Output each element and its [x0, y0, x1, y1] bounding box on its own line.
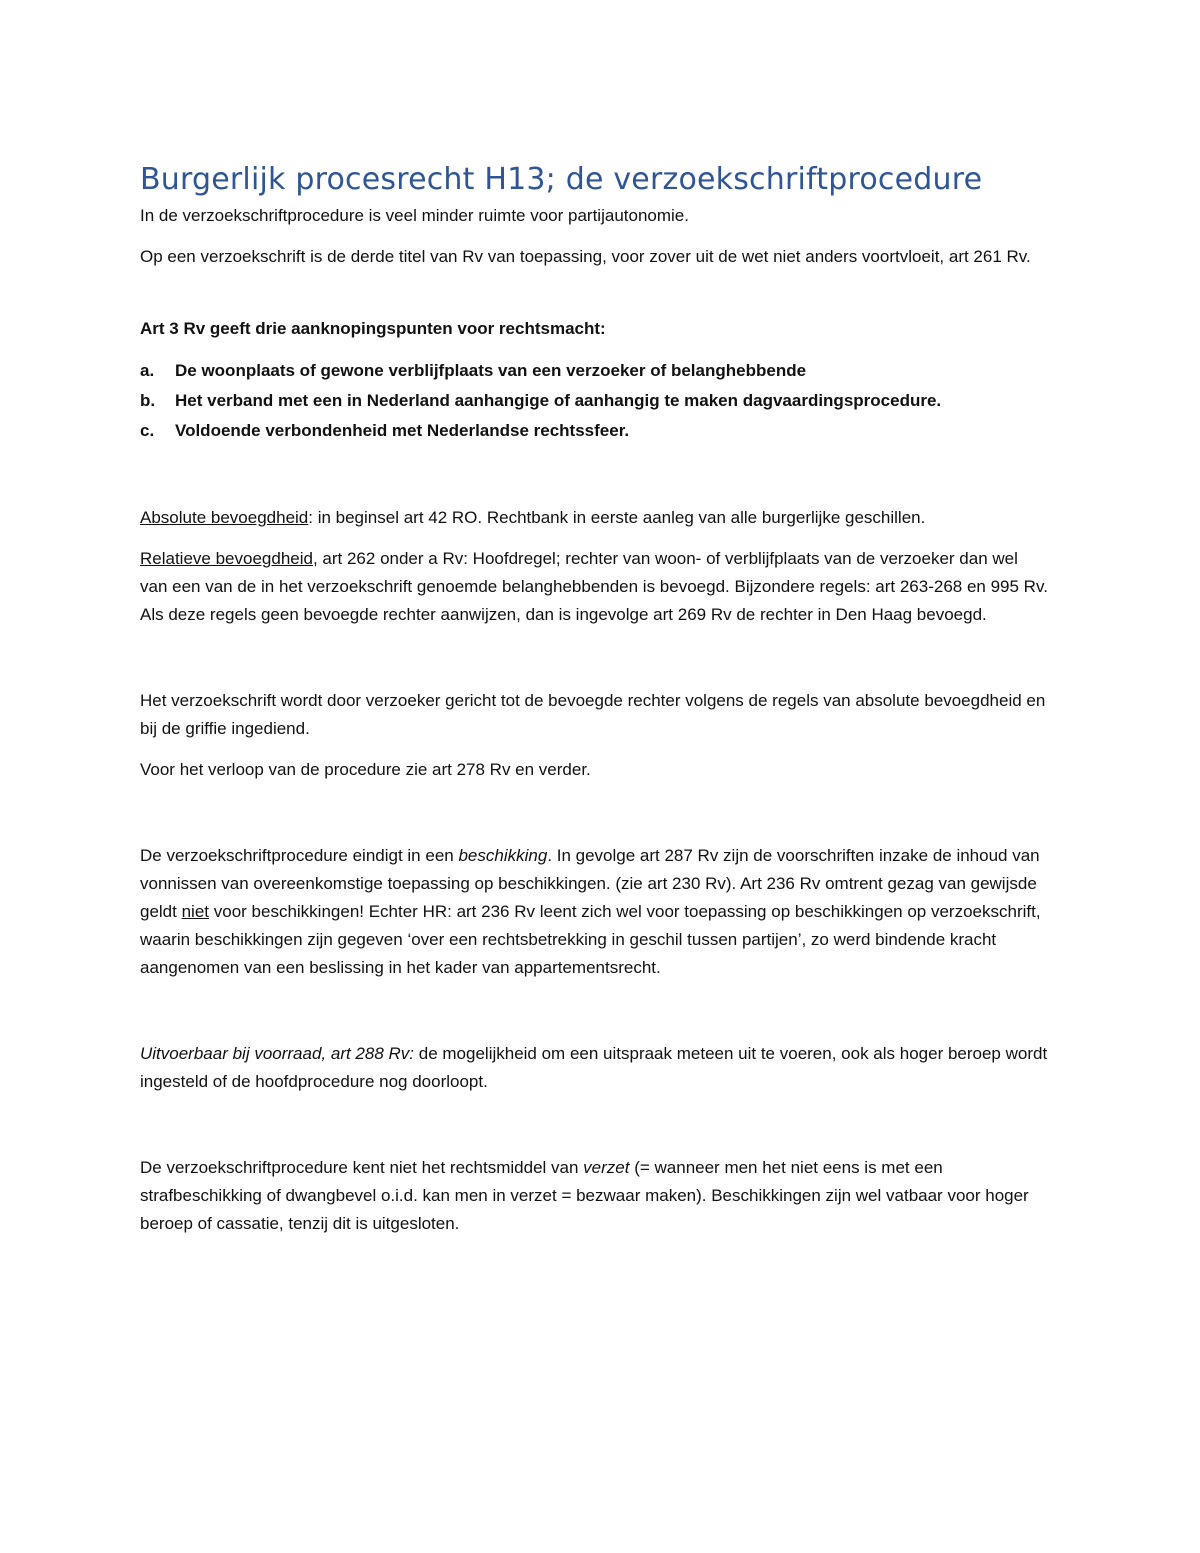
verzet-paragraph [140, 1154, 1050, 1238]
rechtsmacht-list [140, 356, 1050, 446]
verloop-paragraph: Voor het verloop van de procedure zie art 278 Rv en verder. [140, 760, 591, 779]
intro-paragraph: In de verzoekschriftprocedure is veel minder ruimte voor partijautonomie. [140, 206, 689, 225]
list-item [140, 356, 1050, 386]
beschikking-underline: niet [181, 902, 210, 921]
absolute-bevoegdheid-paragraph [140, 504, 1050, 532]
list-item-text: Het verband met een in Nederland aanhangige of aanhangig te maken dagvaardingsprocedure. [175, 391, 942, 410]
list-marker: b. [140, 391, 156, 410]
relatieve-bevoegdheid-paragraph [140, 545, 1050, 629]
verzet-text-1: De verzoekschriftprocedure kent niet het rechtsmiddel van [140, 1158, 584, 1177]
rechtsmacht-heading: Art 3 Rv geeft drie aanknopingspunten voor rechtsmacht: [140, 319, 606, 338]
beschikking-text-2: . In gevolge art 287 Rv zijn de voorschriften inzake de inhoud van vonnissen van overeenkomstige toepassing op beschikkingen. (zie art 230 Rv). Art 236 Rv omtrent gezag van gewijsde geldt [140, 846, 1040, 921]
relatieve-bevoegdheid-label: Relatieve bevoegdheid [140, 549, 313, 568]
toepassing-paragraph: Op een verzoekschrift is de derde titel van Rv van toepassing, voor zover uit de wet niet anders voortvloeit, art 261 Rv. [140, 247, 1031, 266]
absolute-bevoegdheid-text: : in beginsel art 42 RO. Rechtbank in eerste aanleg van alle burgerlijke geschillen. [308, 508, 926, 527]
indienen-paragraph: Het verzoekschrift wordt door verzoeker gericht tot de bevoegde rechter volgens de regels van absolute bevoegdheid en bij de griffie ingediend. [140, 691, 1046, 738]
voorraad-text: de mogelijkheid om een uitspraak meteen uit te voeren, ook als hoger beroep wordt ingesteld of de hoofdprocedure nog doorloopt. [140, 1044, 1048, 1091]
verzet-text-2: (= wanneer men het niet eens is met een strafbeschikking of dwangbevel o.i.d. kan men in verzet = bezwaar maken). Beschikkingen zijn wel vatbaar voor hoger beroep of cassatie, tenzij dit is uitgesloten. [140, 1158, 1029, 1233]
beschikking-paragraph [140, 842, 1050, 982]
beschikking-text-3: voor beschikkingen! Echter HR: art 236 Rv leent zich wel voor toepassing op beschikkingen op verzoekschrift, waarin beschikkingen zijn gegeven ‘over een rechtsbetrekking in geschil tussen partijen’, zo werd bindende kracht aangenomen van een beslissing in het kader van appartementsrecht. [140, 902, 1041, 977]
list-marker: c. [140, 421, 155, 440]
relatieve-bevoegdheid-text: , art 262 onder a Rv: Hoofdregel; rechter van woon- of verblijfplaats van de verzoeker dan wel van een van de in het verzoekschrift genoemde belanghebbenden is bevoegd. Bijzondere regels: art 263-268 en 995 Rv. Als deze regels geen bevoegde rechter aanwijzen, dan is ingevolge art 269 Rv de rechter in Den Haag bevoegd. [140, 549, 1048, 624]
verzet-italic: verzet [583, 1158, 630, 1177]
voorraad-paragraph [140, 1040, 1050, 1096]
list-item [140, 386, 1050, 416]
voorraad-italic: Uitvoerbaar bij voorraad, art 288 Rv: [140, 1044, 415, 1063]
list-item-text: Voldoende verbondenheid met Nederlandse rechtssfeer. [175, 421, 630, 440]
list-item [140, 416, 1050, 446]
list-item-text: De woonplaats of gewone verblijfplaats van een verzoeker of belanghebbende [175, 361, 807, 380]
absolute-bevoegdheid-label: Absolute bevoegdheid [140, 508, 309, 527]
beschikking-text-1: De verzoekschriftprocedure eindigt in een [140, 846, 459, 865]
beschikking-italic: beschikking [458, 846, 548, 865]
document-title: Burgerlijk procesrecht H13; de verzoekschriftprocedure [140, 162, 983, 197]
list-marker: a. [140, 361, 155, 380]
